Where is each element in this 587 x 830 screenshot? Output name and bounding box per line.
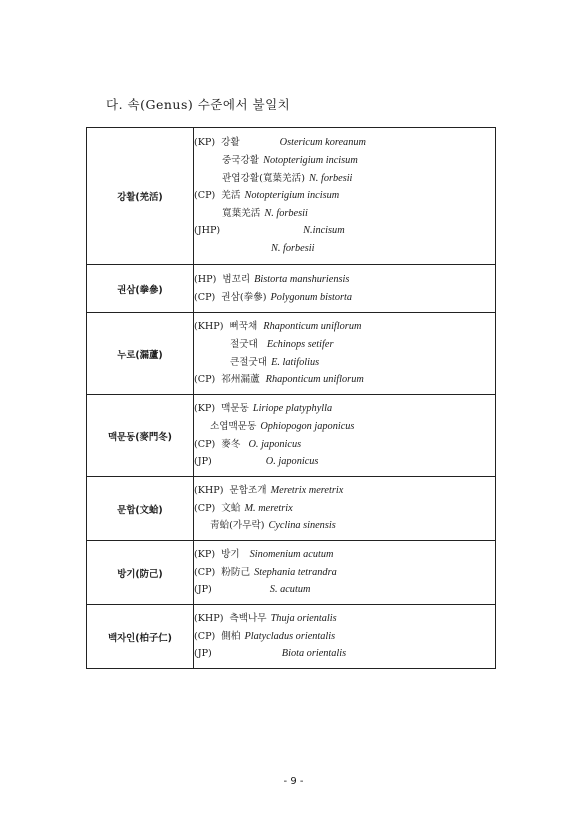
table-row [87, 313, 496, 395]
scientific-name: Meretrix meretrix [270, 485, 344, 497]
pharmacopoeia-code: (KP) [194, 403, 216, 415]
entry-line [194, 222, 495, 240]
scientific-name: S. acutum [269, 584, 311, 596]
scientific-name: O. japonicus [265, 456, 319, 468]
common-name: 羌活 [221, 190, 241, 202]
scientific-name: Platycladus orientalis [244, 630, 336, 642]
scientific-name: N. forbesii [264, 207, 308, 219]
entry-line [194, 436, 495, 454]
pharmacopoeia-entries [194, 605, 496, 669]
common-name: 靑蛤(가무락) [210, 520, 265, 532]
pharmacopoeia-code: (CP) [194, 291, 216, 303]
pharmacopoeia-code: (KHP) [194, 485, 224, 497]
scientific-name: Liriope platyphylla [252, 403, 333, 415]
entry-line [194, 354, 495, 372]
entry-line [194, 645, 495, 663]
pharmacopoeia-code: (KHP) [194, 613, 224, 625]
common-name: 粉防己 [221, 566, 251, 578]
entry-line [194, 318, 495, 336]
pharmacopoeia-entries [194, 265, 496, 313]
pharmacopoeia-code: (CP) [194, 438, 216, 450]
entry-line [194, 564, 495, 582]
herb-term: 방기(防己) [87, 541, 194, 605]
entry-line [194, 546, 495, 564]
pharmacopoeia-code: (CP) [194, 190, 216, 202]
common-name: 권삼(拳參) [221, 291, 267, 303]
herb-term: 문합(文蛤) [87, 477, 194, 541]
herb-term: 강활(羌活) [87, 128, 194, 265]
common-name: 측백나무 [229, 613, 267, 625]
scientific-name: Notopterigium incisum [244, 190, 340, 202]
scientific-name: Bistorta manshuriensis [254, 273, 350, 285]
pharmacopoeia-code: (CP) [194, 502, 216, 514]
pharmacopoeia-entries [194, 313, 496, 395]
common-name: 맥문동 [221, 403, 249, 415]
pharmacopoeia-code: (CP) [194, 630, 216, 642]
pharmacopoeia-code: (JP) [194, 648, 212, 660]
scientific-name: Rhaponticum uniflorum [263, 321, 362, 333]
scientific-name: Echinops setifer [266, 338, 334, 350]
entry-line [194, 205, 495, 223]
entry-line [194, 187, 495, 205]
herb-term: 맥문동(麥門冬) [87, 395, 194, 477]
pharmacopoeia-entries [194, 541, 496, 605]
herb-term: 권삼(拳參) [87, 265, 194, 313]
entry-line [194, 500, 495, 518]
pharmacopoeia-code: (KHP) [194, 321, 224, 333]
pharmacopoeia-code: (CP) [194, 374, 216, 386]
common-name: 麥冬 [221, 438, 241, 450]
genus-mismatch-table [86, 127, 496, 669]
entry-line [194, 482, 495, 500]
pharmacopoeia-code: (JP) [194, 584, 212, 596]
scientific-name: E. latifolius [271, 356, 320, 368]
scientific-name: N. forbesii [308, 172, 353, 184]
scientific-name: Biota orientalis [281, 648, 347, 660]
section-heading: 다. 속(Genus) 수준에서 불일치 [106, 97, 291, 112]
scientific-name: Rhaponticum uniflorum [265, 374, 364, 386]
table-row [87, 605, 496, 669]
common-name: 文蛤 [221, 502, 241, 514]
page-number: - 9 - [283, 776, 304, 787]
table-body [87, 128, 496, 669]
entry-line [194, 152, 495, 170]
table-row [87, 541, 496, 605]
pharmacopoeia-code: (JP) [194, 456, 212, 468]
scientific-name: Sinomenium acutum [249, 549, 334, 561]
entry-line [194, 453, 495, 471]
scientific-name: Ophiopogon japonicus [260, 420, 355, 432]
entry-line [194, 418, 495, 436]
entry-line [194, 336, 495, 354]
table-row [87, 128, 496, 265]
herb-term: 누로(漏蘆) [87, 313, 194, 395]
entry-line [194, 170, 495, 188]
common-name: 범꼬리 [222, 273, 251, 285]
scientific-name: N.incisum [303, 225, 345, 237]
scientific-name: Thuja orientalis [270, 613, 337, 625]
common-name: 방기 [221, 549, 240, 561]
scientific-name: Ostericum koreanum [279, 137, 366, 149]
entry-line [194, 289, 495, 307]
entry-line [194, 271, 495, 289]
common-name: 중국강활 [222, 155, 260, 167]
table-row [87, 265, 496, 313]
entry-line [194, 610, 495, 628]
common-name: 소엽맥문동 [210, 420, 257, 432]
pharmacopoeia-entries [194, 128, 496, 265]
scientific-name: Stephania tetrandra [254, 566, 337, 578]
pharmacopoeia-code: (HP) [194, 273, 217, 285]
entry-line [194, 134, 495, 152]
entry-line [194, 371, 495, 389]
common-name: 문합조개 [229, 485, 267, 497]
pharmacopoeia-entries [194, 477, 496, 541]
herb-term: 백자인(柏子仁) [87, 605, 194, 669]
entry-line [194, 400, 495, 418]
common-name: 관엽강활(寬葉羌活) [222, 172, 305, 184]
table-row [87, 477, 496, 541]
pharmacopoeia-code: (KP) [194, 549, 216, 561]
entry-line [194, 581, 495, 599]
pharmacopoeia-code: (JHP) [194, 225, 221, 237]
common-name: 절굿대 [230, 338, 258, 350]
pharmacopoeia-entries [194, 395, 496, 477]
scientific-name: N. forbesii [271, 242, 315, 254]
scientific-name: O. japonicus [248, 438, 302, 450]
common-name: 뻐꾹채 [229, 321, 258, 333]
scientific-name: Notopterigium incisum [263, 155, 358, 167]
scientific-name: Polygonum bistorta [270, 291, 353, 303]
common-name: 강활 [221, 137, 240, 149]
entry-line [194, 628, 495, 646]
table-row [87, 395, 496, 477]
pharmacopoeia-code: (KP) [194, 137, 216, 149]
entry-line [194, 517, 495, 535]
entry-line [194, 240, 495, 258]
common-name: 寬葉羌活 [222, 207, 261, 219]
scientific-name: M. meretrix [244, 502, 293, 514]
common-name: 祁州漏蘆 [221, 374, 260, 386]
common-name: 側柏 [221, 630, 241, 642]
common-name: 큰절굿대 [230, 356, 268, 368]
pharmacopoeia-code: (CP) [194, 566, 216, 578]
scientific-name: Cyclina sinensis [268, 520, 336, 532]
